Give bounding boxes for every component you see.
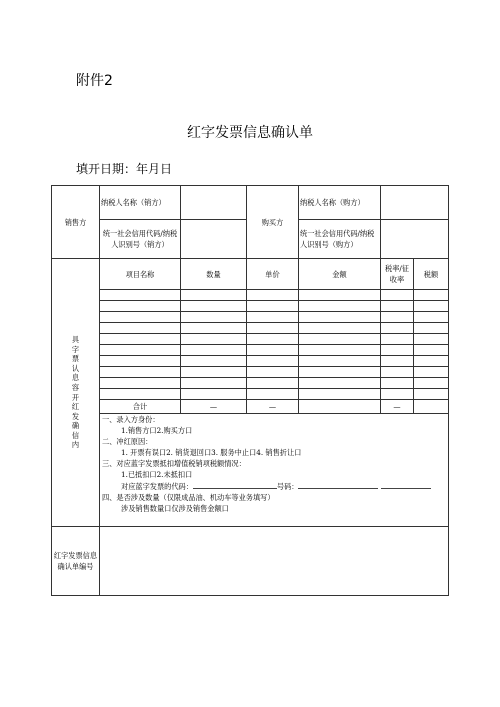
item-cell[interactable] xyxy=(100,312,181,323)
item-cell[interactable] xyxy=(247,389,299,400)
item-cell[interactable] xyxy=(247,334,299,345)
buyer-id-field[interactable] xyxy=(381,220,449,259)
item-row xyxy=(52,367,449,378)
item-cell[interactable] xyxy=(299,334,381,345)
vertical-label-char: 红 xyxy=(71,402,80,412)
notes-section xyxy=(100,414,449,527)
item-cell[interactable] xyxy=(299,345,381,356)
item-row xyxy=(52,312,449,323)
item-cell[interactable] xyxy=(100,290,181,301)
note-deduction: 三、对应蓝字发票抵扣增值税销项税额情况： xyxy=(102,459,246,469)
item-cell[interactable] xyxy=(100,345,181,356)
column-header: 数量 xyxy=(181,259,247,290)
item-cell[interactable] xyxy=(100,389,181,400)
buyer-name-label: 纳税人名称（购方） xyxy=(299,186,381,220)
item-cell[interactable] xyxy=(381,356,414,367)
item-cell[interactable] xyxy=(100,378,181,389)
total-tax[interactable] xyxy=(414,400,449,414)
seller-id-field[interactable] xyxy=(181,220,247,259)
blue-invoice-number-field[interactable] xyxy=(298,481,378,489)
column-header: 金额 xyxy=(299,259,381,290)
item-cell[interactable] xyxy=(181,378,247,389)
document-title: 红字发票信息确认单 xyxy=(187,125,313,141)
item-cell[interactable] xyxy=(100,367,181,378)
vertical-label-char: 认 xyxy=(71,363,80,373)
item-cell[interactable] xyxy=(247,345,299,356)
vertical-label-char: 容 xyxy=(71,382,80,392)
item-cell[interactable] xyxy=(181,312,247,323)
item-cell[interactable] xyxy=(414,323,449,334)
total-unit-price: — xyxy=(247,400,299,414)
item-cell[interactable] xyxy=(299,323,381,334)
item-cell[interactable] xyxy=(414,334,449,345)
item-row xyxy=(52,389,449,400)
items-section-label xyxy=(52,259,100,527)
item-cell[interactable] xyxy=(299,378,381,389)
item-cell[interactable] xyxy=(299,356,381,367)
item-cell[interactable] xyxy=(381,323,414,334)
item-cell[interactable] xyxy=(299,367,381,378)
item-cell[interactable] xyxy=(414,378,449,389)
item-cell[interactable] xyxy=(181,334,247,345)
note-reason-options[interactable]: 1. 开票有误口2. 销货退回口3. 服务中止口4. 销售折让口 xyxy=(121,448,302,458)
buyer-name-field[interactable] xyxy=(381,186,449,220)
item-cell[interactable] xyxy=(100,334,181,345)
seller-name-field[interactable] xyxy=(181,186,247,220)
confirmation-number-field[interactable] xyxy=(100,527,449,596)
total-quantity: — xyxy=(181,400,247,414)
vertical-label-char: 内 xyxy=(71,440,80,450)
item-cell[interactable] xyxy=(247,356,299,367)
note-reason: 二、冲红原因： xyxy=(102,437,153,447)
note-entry-party: 一、录入方身份： xyxy=(102,415,160,424)
blue-invoice-number-label: 号码： xyxy=(276,481,299,491)
item-row xyxy=(52,345,449,356)
item-cell[interactable] xyxy=(181,301,247,312)
item-cell[interactable] xyxy=(414,301,449,312)
note-deduction-options[interactable]: 1.已抵扣口2.未抵扣口 xyxy=(121,470,193,480)
total-label: 合计 xyxy=(100,400,181,414)
vertical-label-char: 字 xyxy=(71,344,80,354)
item-row xyxy=(52,334,449,345)
item-cell[interactable] xyxy=(381,312,414,323)
item-cell[interactable] xyxy=(381,389,414,400)
item-cell[interactable] xyxy=(414,290,449,301)
item-cell[interactable] xyxy=(181,323,247,334)
blue-invoice-code-label: 对应蓝字发票的代码： xyxy=(121,481,193,491)
item-cell[interactable] xyxy=(381,367,414,378)
column-header: 单价 xyxy=(247,259,299,290)
item-cell[interactable] xyxy=(414,367,449,378)
item-cell[interactable] xyxy=(247,367,299,378)
buyer-label: 购买方 xyxy=(247,186,299,259)
blue-invoice-code-field[interactable] xyxy=(193,481,277,489)
item-cell[interactable] xyxy=(414,312,449,323)
confirmation-number-label: 红字发票信息确认单编号 xyxy=(52,527,100,596)
item-cell[interactable] xyxy=(247,378,299,389)
column-header: 税率/征收率 xyxy=(381,259,414,290)
item-cell[interactable] xyxy=(247,323,299,334)
item-cell[interactable] xyxy=(381,334,414,345)
item-cell[interactable] xyxy=(181,290,247,301)
total-amount[interactable] xyxy=(299,400,381,414)
item-cell[interactable] xyxy=(181,345,247,356)
item-cell[interactable] xyxy=(100,323,181,334)
item-cell[interactable] xyxy=(299,290,381,301)
item-cell[interactable] xyxy=(414,389,449,400)
item-row xyxy=(52,356,449,367)
column-header: 税额 xyxy=(414,259,449,290)
vertical-label-char: 发 xyxy=(71,411,80,421)
item-cell[interactable] xyxy=(299,301,381,312)
item-cell[interactable] xyxy=(247,312,299,323)
item-cell[interactable] xyxy=(299,389,381,400)
note-quantity-options[interactable]: 涉及销售数量口仅涉及销售金额口 xyxy=(121,503,229,513)
item-cell[interactable] xyxy=(247,290,299,301)
item-cell[interactable] xyxy=(381,378,414,389)
item-row xyxy=(52,323,449,334)
vertical-label-char: 息 xyxy=(71,373,80,383)
vertical-label-char: 票 xyxy=(71,354,80,364)
vertical-label-char: 信 xyxy=(71,430,80,440)
item-cell[interactable] xyxy=(100,356,181,367)
item-cell[interactable] xyxy=(381,345,414,356)
blue-invoice-number-field-extra[interactable] xyxy=(381,481,431,489)
item-cell[interactable] xyxy=(181,356,247,367)
vertical-label-char: 确 xyxy=(71,421,80,431)
total-row xyxy=(52,400,449,414)
note-blue-invoice xyxy=(100,481,448,492)
item-cell[interactable] xyxy=(181,389,247,400)
note-quantity: 四、是否涉及数量（仅限成品油、机动车等业务填写） xyxy=(102,492,275,502)
buyer-id-label: 统一社会信用代码/纳税人识别号（购方） xyxy=(299,220,381,259)
column-header: 项目名称 xyxy=(100,259,181,290)
note-entry-party-options[interactable]: 1.销售方口2.购买方口 xyxy=(121,426,193,436)
total-tax-rate: — xyxy=(381,400,414,414)
vertical-label-char: 开 xyxy=(71,392,80,402)
seller-label: 销售方 xyxy=(52,186,100,259)
attachment-label: 附件2 xyxy=(76,73,113,89)
item-cell[interactable] xyxy=(414,356,449,367)
vertical-label-char: 具 xyxy=(71,334,80,344)
item-cell[interactable] xyxy=(381,301,414,312)
item-row xyxy=(52,290,449,301)
item-cell[interactable] xyxy=(414,345,449,356)
item-cell[interactable] xyxy=(299,312,381,323)
confirmation-form-table xyxy=(51,185,449,596)
item-cell[interactable] xyxy=(247,301,299,312)
fill-date-label: 填开日期：年月日 xyxy=(76,162,173,176)
item-row xyxy=(52,301,449,312)
seller-name-label: 纳税人名称（销方） xyxy=(100,186,181,220)
item-cell[interactable] xyxy=(381,290,414,301)
seller-id-label: 统一社会信用代码/纳税人识别号（销方） xyxy=(100,220,181,259)
item-row xyxy=(52,378,449,389)
item-cell[interactable] xyxy=(100,301,181,312)
item-cell[interactable] xyxy=(181,367,247,378)
